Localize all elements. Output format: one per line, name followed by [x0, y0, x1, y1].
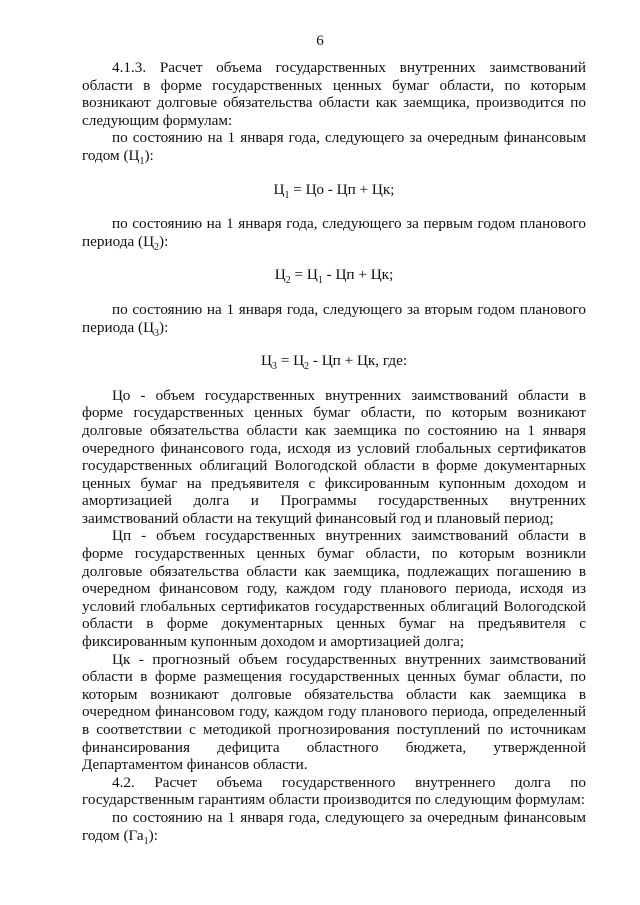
case-2-sub: 2 [154, 241, 160, 253]
section-4-2-case-1-sub: 1 [143, 835, 149, 847]
document-body [82, 59, 586, 847]
formula-c1 [82, 181, 586, 199]
section-4-2-case-1 [82, 808, 586, 847]
case-2-tail: ): [159, 232, 169, 250]
formula-c2-lhs-sub: 2 [285, 275, 291, 287]
case-3-label: по состоянию на 1 января года, следующего за вторым годом планового периода (Ц [82, 300, 586, 336]
formula-c3 [82, 352, 586, 373]
case-3-tail: ): [159, 318, 169, 336]
case-1-sub: 1 [139, 156, 145, 167]
case-1-label: по состоянию на 1 января года, следующего за очередным финансовым годом (Ц [82, 129, 586, 164]
formula-c3-mid-sub: 2 [304, 361, 310, 373]
formula-c1-lhs-sub: 1 [284, 189, 290, 201]
case-1-tail: ): [144, 146, 154, 164]
definition-co: Цо - объем государственных внутренних заимствований области в форме государственных ценных бумаг области, по которым возникают долговые обязательства области как заемщика по состоянию на 1 января очередного финансового года, исходя из условий глобальных сертификатов государственных облигаций Вологодской области в форме документарных ценных бумаг на предъявителя с фиксированным купонным доходом и амортизацией долга и Программы государственных внутренних заимствований области на текущий финансовый год и плановый период; [82, 386, 586, 527]
formula-c3-lhs-sub: 3 [271, 361, 277, 373]
section-4-2-intro: 4.2. Расчет объема государственного внутреннего долга по государственным гарантиям области производится по следующим формулам: [82, 773, 586, 809]
case-2-text [82, 215, 586, 253]
definition-ck: Цк - прогнозный объем государственных внутренних заимствований области в форме размещения государственных ценных бумаг области, по которым возникают долговые обязательства области как заемщика в очередном финансовом году, каждом году планового периода, определенный в соответствии с методикой прогнозирования поступлений по источникам финансирования дефицита областного бюджета, утвержденной Департаментом финансов области. [82, 650, 586, 774]
formula-c3-mid: = Ц [276, 352, 305, 370]
case-1-text [82, 129, 586, 167]
definition-cp: Цп - объем государственных внутренних заимствований области в форме государственных ценных бумаг области, по которым возникли долговые обязательства области как заемщика, подлежащих погашению в очередном финансовом году, каждом году планового периода, исходя из условий глобальных сертификатов государственных облигаций Вологодской области в форме документарных ценных бумаг на предъявителя с фиксированным купонным доходом и амортизацией долга; [82, 527, 586, 651]
formula-c3-rhs: - Цп + Цк, где: [309, 352, 408, 370]
section-4-1-3-intro: 4.1.3. Расчет объема государственных внутренних заимствований области в форме государственных ценных бумаг области, по которым возникают долговые обязательства области как заемщика, производится по следующим формулам: [82, 59, 586, 129]
formula-c2-rhs: - Цп + Цк; [322, 266, 394, 284]
formula-c2-mid-sub: 1 [317, 275, 323, 287]
formula-c2-mid: = Ц [290, 266, 318, 284]
formula-c3-lhs: Ц [260, 352, 272, 370]
case-3-sub: 3 [154, 327, 160, 339]
page-number: 6 [316, 33, 324, 49]
case-3-text [82, 300, 586, 339]
formula-c2-lhs: Ц [274, 266, 286, 284]
section-4-2-case-1-label: по состоянию на 1 января года, следующего за очередным финансовым годом (Га [82, 808, 586, 844]
formula-c1-lhs: Ц [273, 180, 285, 198]
case-2-label: по состоянию на 1 января года, следующего за первым годом планового периода (Ц [82, 215, 586, 250]
formula-c1-rhs: = Цо - Цп + Цк; [289, 180, 395, 198]
section-4-2-case-1-tail: ): [148, 826, 158, 844]
formula-c2 [82, 266, 586, 287]
